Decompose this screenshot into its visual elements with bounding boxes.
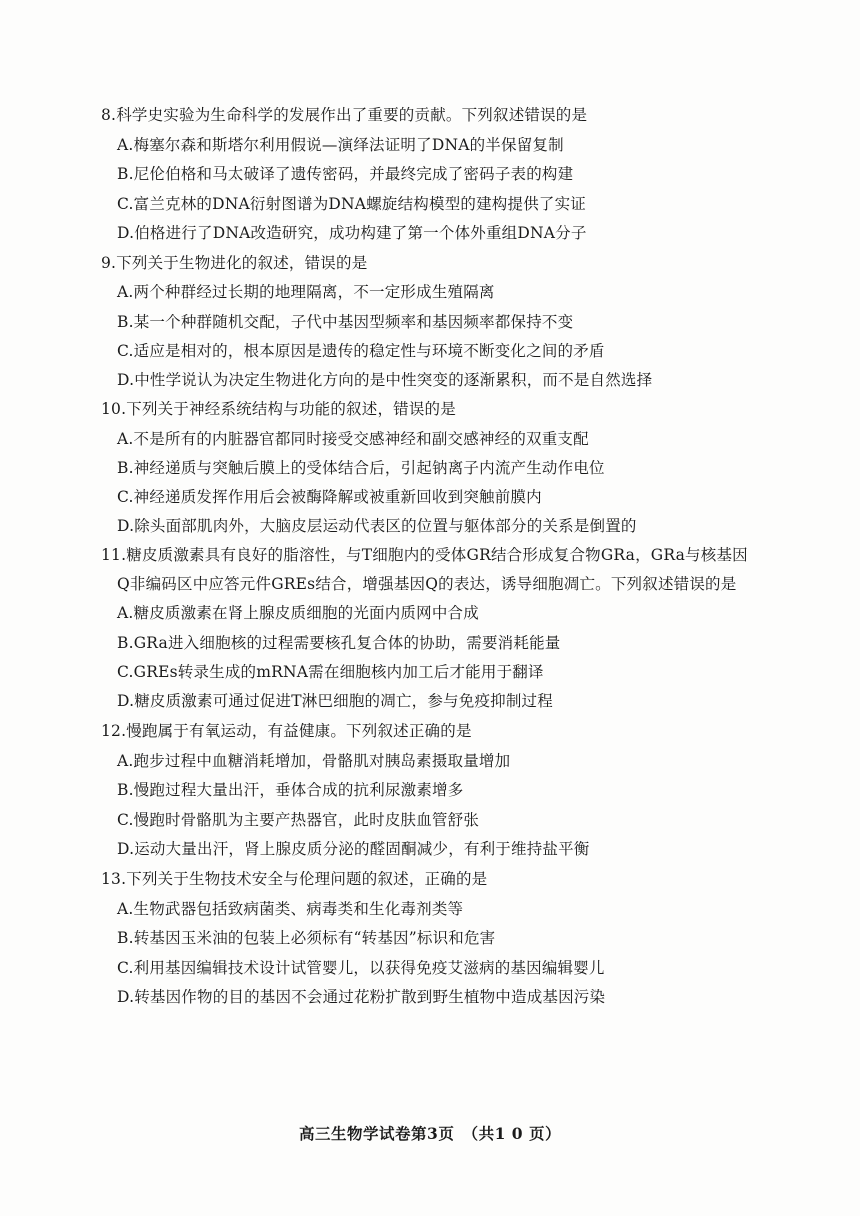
question-9-option-c: C.适应是相对的，根本原因是遗传的稳定性与环境不断变化之间的矛盾 xyxy=(117,342,605,360)
question-9-stem: 9.下列关于生物进化的叙述，错误的是 xyxy=(101,254,368,272)
question-11-stem-continued: Q非编码区中应答元件GREs结合，增强基因Q的表达，诱导细胞凋亡。下列叙述错误的是 xyxy=(117,575,737,593)
question-13-option-c: C.利用基因编辑技术设计试管婴儿，以获得免疫艾滋病的基因编辑婴儿 xyxy=(117,959,605,977)
question-10-option-a: A.不是所有的内脏器官都同时接受交感神经和副交感神经的双重支配 xyxy=(117,430,589,448)
question-10-stem: 10.下列关于神经系统结构与功能的叙述，错误的是 xyxy=(101,400,456,418)
question-10-option-c: C.神经递质发挥作用后会被酶降解或被重新回收到突触前膜内 xyxy=(117,488,542,506)
question-13-stem: 13.下列关于生物技术安全与伦理问题的叙述，正确的是 xyxy=(101,870,488,888)
question-9-option-a: A.两个种群经过长期的地理隔离，不一定形成生殖隔离 xyxy=(117,283,495,301)
question-11-option-a: A.糖皮质激素在肾上腺皮质细胞的光面内质网中合成 xyxy=(117,604,479,622)
question-12-option-b: B.慢跑过程大量出汗，垂体合成的抗利尿激素增多 xyxy=(117,781,464,799)
question-13-option-d: D.转基因作物的目的基因不会通过花粉扩散到野生植物中造成基因污染 xyxy=(117,988,606,1006)
question-12-stem: 12.慢跑属于有氧运动，有益健康。下列叙述正确的是 xyxy=(101,722,472,740)
question-12-option-a: A.跑步过程中血糖消耗增加，骨骼肌对胰岛素摄取量增加 xyxy=(117,752,511,770)
question-11-option-b: B.GRa进入细胞核的过程需要核孔复合体的协助，需要消耗能量 xyxy=(117,634,561,652)
question-10-option-d: D.除头面部肌肉外，大脑皮层运动代表区的位置与躯体部分的关系是倒置的 xyxy=(117,517,637,535)
question-8-stem: 8.科学史实验为生命科学的发展作出了重要的贡献。下列叙述错误的是 xyxy=(101,106,588,124)
question-8-option-b: B.尼伦伯格和马太破译了遗传密码，并最终完成了密码子表的构建 xyxy=(117,165,574,183)
question-12-option-c: C.慢跑时骨骼肌为主要产热器官，此时皮肤血管舒张 xyxy=(117,811,480,829)
question-11-stem: 11.糖皮质激素具有良好的脂溶性，与T细胞内的受体GR结合形成复合物GRa，GRa与核基因 xyxy=(101,546,748,564)
question-9-option-d: D.中性学说认为决定生物进化方向的是中性突变的逐渐累积，而不是自然选择 xyxy=(117,371,653,389)
question-11-option-d: D.糖皮质激素可通过促进T淋巴细胞的凋亡，参与免疫抑制过程 xyxy=(117,692,553,710)
question-10-option-b: B.神经递质与突触后膜上的受体结合后，引起钠离子内流产生动作电位 xyxy=(117,459,605,477)
question-13-option-b: B.转基因玉米油的包装上必须标有“转基因”标识和危害 xyxy=(117,929,496,947)
question-11-option-c: C.GREs转录生成的mRNA需在细胞核内加工后才能用于翻译 xyxy=(117,663,544,681)
question-12-option-d: D.运动大量出汗，肾上腺皮质分泌的醛固酮减少，有利于维持盐平衡 xyxy=(117,840,590,858)
question-8-option-c: C.富兰克林的DNA衍射图谱为DNA螺旋结构模型的建构提供了实证 xyxy=(117,195,587,213)
question-9-option-b: B.某一个种群随机交配，子代中基因型频率和基因频率都保持不变 xyxy=(117,313,574,331)
page-footer: 高三生物学试卷第3页 （共1 0 页） xyxy=(299,1124,561,1143)
question-8-option-d: D.伯格进行了DNA改造研究，成功构建了第一个体外重组DNA分子 xyxy=(117,224,587,242)
question-13-option-a: A.生物武器包括致病菌类、病毒类和生化毒剂类等 xyxy=(117,900,464,918)
question-8-option-a: A.梅塞尔森和斯塔尔利用假说—演绎法证明了DNA的半保留复制 xyxy=(117,136,564,154)
